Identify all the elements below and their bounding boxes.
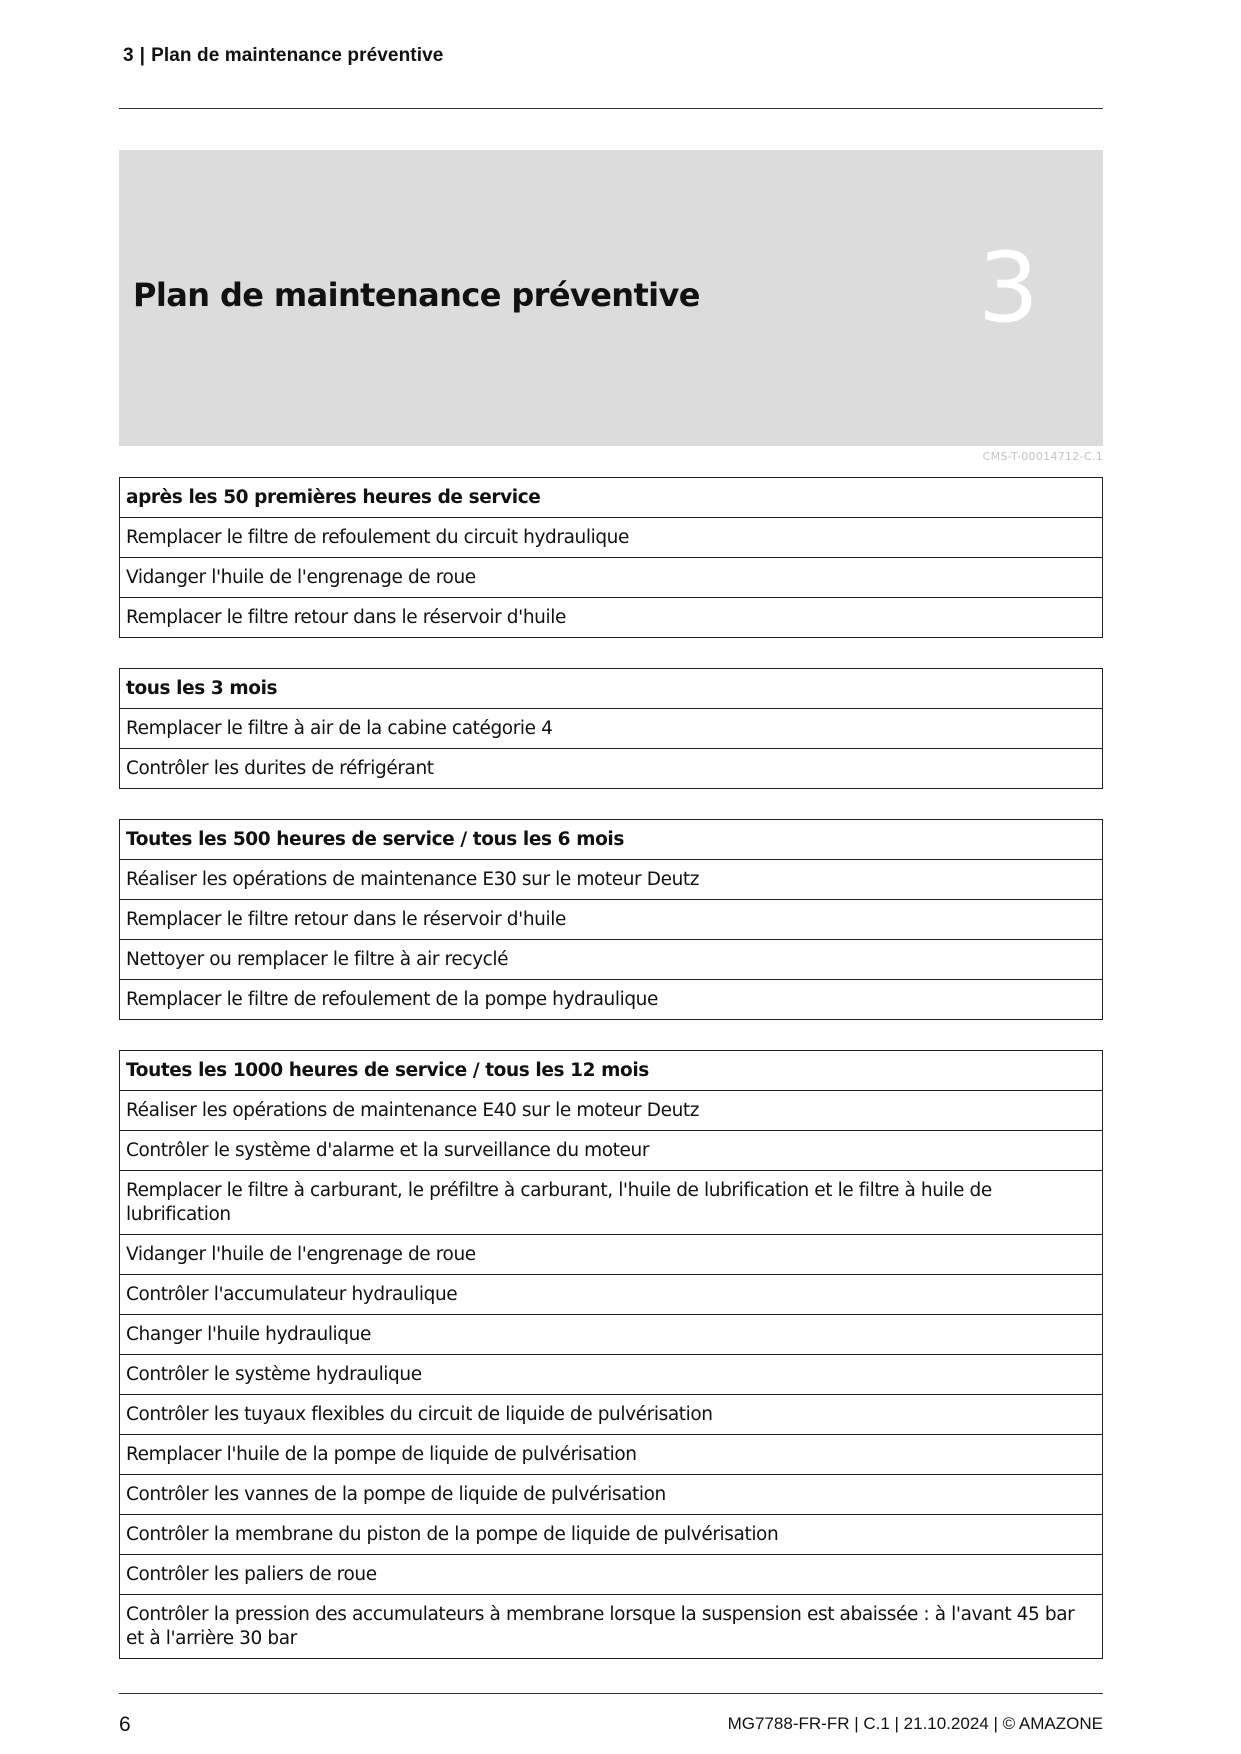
maintenance-tables xyxy=(119,477,1103,1689)
table-row xyxy=(120,1555,1103,1595)
table-heading-row xyxy=(120,820,1103,860)
table-heading: Toutes les 1000 heures de service / tous les 12 mois xyxy=(120,1051,1103,1091)
task-cell: Contrôler les tuyaux flexibles du circuit de liquide de pulvérisation xyxy=(120,1395,1103,1435)
table-row xyxy=(120,598,1103,638)
table-row xyxy=(120,1275,1103,1315)
table-heading-row xyxy=(120,1051,1103,1091)
task-cell: Vidanger l'huile de l'engrenage de roue xyxy=(120,1235,1103,1275)
table-heading: après les 50 premières heures de service xyxy=(120,478,1103,518)
table-row xyxy=(120,1475,1103,1515)
task-cell: Contrôler les durites de réfrigérant xyxy=(120,749,1103,789)
task-cell: Remplacer le filtre retour dans le réservoir d'huile xyxy=(120,900,1103,940)
table-row xyxy=(120,1235,1103,1275)
table-row xyxy=(120,1355,1103,1395)
table-row xyxy=(120,1435,1103,1475)
footer-document-info: MG7788-FR-FR | C.1 | 21.10.2024 | © AMAZONE xyxy=(727,1714,1103,1733)
task-cell: Remplacer le filtre à air de la cabine catégorie 4 xyxy=(120,709,1103,749)
maintenance-table-500h xyxy=(119,819,1103,1020)
table-row xyxy=(120,749,1103,789)
table-row xyxy=(120,1315,1103,1355)
page-number: 6 xyxy=(119,1713,131,1736)
header-divider xyxy=(119,108,1103,109)
task-cell: Nettoyer ou remplacer le filtre à air recyclé xyxy=(120,940,1103,980)
running-header-separator: | xyxy=(139,45,146,66)
chapter-number: 3 xyxy=(977,232,1039,344)
table-row xyxy=(120,1395,1103,1435)
task-cell: Réaliser les opérations de maintenance E40 sur le moteur Deutz xyxy=(120,1091,1103,1131)
table-row xyxy=(120,518,1103,558)
footer-divider xyxy=(119,1693,1103,1694)
table-heading: tous les 3 mois xyxy=(120,669,1103,709)
running-header-title: Plan de maintenance préventive xyxy=(151,45,444,66)
task-cell: Contrôler les vannes de la pompe de liquide de pulvérisation xyxy=(120,1475,1103,1515)
chapter-title: Plan de maintenance préventive xyxy=(133,276,700,314)
table-row xyxy=(120,709,1103,749)
table-row xyxy=(120,1091,1103,1131)
task-cell: Vidanger l'huile de l'engrenage de roue xyxy=(120,558,1103,598)
task-cell: Remplacer le filtre retour dans le réservoir d'huile xyxy=(120,598,1103,638)
document-code: CMS-T-00014712-C.1 xyxy=(982,450,1103,463)
table-heading-row xyxy=(120,669,1103,709)
chapter-banner xyxy=(119,150,1103,446)
task-cell: Remplacer le filtre à carburant, le préfiltre à carburant, l'huile de lubrification et le filtre à huile de lubrification xyxy=(120,1171,1103,1235)
task-cell: Contrôler la pression des accumulateurs à membrane lorsque la suspension est abaissée : à l'avant 45 bar et à l'arrière 30 bar xyxy=(120,1595,1103,1659)
maintenance-table-3-months xyxy=(119,668,1103,789)
table-row xyxy=(120,860,1103,900)
task-cell: Contrôler l'accumulateur hydraulique xyxy=(120,1275,1103,1315)
table-row xyxy=(120,558,1103,598)
table-row xyxy=(120,900,1103,940)
maintenance-table-50h xyxy=(119,477,1103,638)
table-row xyxy=(120,1171,1103,1235)
table-row xyxy=(120,1131,1103,1171)
task-cell: Contrôler le système d'alarme et la surveillance du moteur xyxy=(120,1131,1103,1171)
task-cell: Changer l'huile hydraulique xyxy=(120,1315,1103,1355)
table-row xyxy=(120,1595,1103,1659)
table-row xyxy=(120,940,1103,980)
task-cell: Réaliser les opérations de maintenance E30 sur le moteur Deutz xyxy=(120,860,1103,900)
task-cell: Contrôler les paliers de roue xyxy=(120,1555,1103,1595)
task-cell: Remplacer le filtre de refoulement de la pompe hydraulique xyxy=(120,980,1103,1020)
table-row xyxy=(120,980,1103,1020)
running-header xyxy=(123,45,443,67)
table-heading-row xyxy=(120,478,1103,518)
running-header-chapter-number: 3 xyxy=(123,45,134,66)
task-cell: Contrôler le système hydraulique xyxy=(120,1355,1103,1395)
task-cell: Remplacer l'huile de la pompe de liquide de pulvérisation xyxy=(120,1435,1103,1475)
table-row xyxy=(120,1515,1103,1555)
table-heading: Toutes les 500 heures de service / tous les 6 mois xyxy=(120,820,1103,860)
task-cell: Remplacer le filtre de refoulement du circuit hydraulique xyxy=(120,518,1103,558)
task-cell: Contrôler la membrane du piston de la pompe de liquide de pulvérisation xyxy=(120,1515,1103,1555)
maintenance-table-1000h xyxy=(119,1050,1103,1659)
